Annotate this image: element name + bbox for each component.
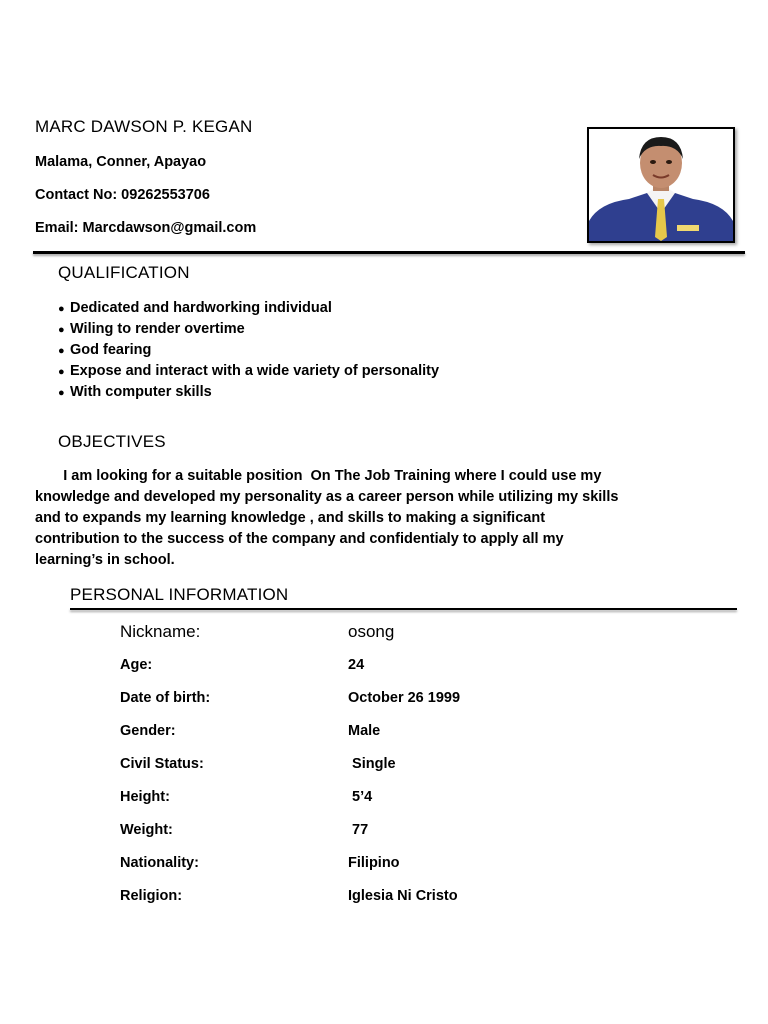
header-divider — [33, 251, 745, 254]
bullet-icon: ● — [58, 324, 65, 336]
weight-value: 77 — [348, 822, 369, 838]
bullet-icon: ● — [58, 387, 65, 399]
nickname-value: osong — [348, 622, 395, 641]
birthdate-label: Date of birth: — [120, 690, 211, 706]
birthdate-value: October 26 1999 — [348, 690, 461, 706]
objective-line: contribution to the success of the company and confidentialy to apply all my — [35, 531, 564, 547]
personal-info-title: PERSONAL INFORMATION — [70, 585, 289, 604]
list-item: ● With computer skills — [58, 382, 439, 403]
list-item: ● God fearing — [58, 340, 439, 361]
bullet-icon: ● — [58, 345, 65, 357]
objectives-title: OBJECTIVES — [58, 432, 166, 451]
objective-line: and to expands my learning knowledge , and skills to making a significant — [35, 510, 546, 526]
gender-value: Male — [348, 723, 381, 739]
applicant-name: MARC DAWSON P. KEGAN — [35, 117, 253, 136]
qualification-list — [58, 298, 439, 403]
age-value: 24 — [348, 657, 365, 673]
weight-label: Weight: — [120, 822, 173, 838]
height-label: Height: — [120, 789, 170, 805]
gender-label: Gender: — [120, 723, 176, 739]
objective-paragraph — [35, 466, 675, 571]
nationality-value: Filipino — [348, 855, 400, 871]
objective-line: knowledge and developed my personality as a career person while utilizing my skills — [35, 489, 619, 505]
bullet-icon: ● — [58, 366, 65, 378]
age-label: Age: — [120, 657, 153, 673]
address: Malama, Conner, Apayao — [35, 154, 207, 170]
religion-label: Religion: — [120, 888, 183, 904]
height-value: 5’4 — [348, 789, 373, 805]
email: Email: Marcdawson@gmail.com — [35, 220, 257, 236]
civil-status-label: Civil Status: — [120, 756, 204, 772]
objective-line: learning’s in school. — [35, 552, 175, 568]
objective-line: I am looking for a suitable position On The Job Training where I could use my — [35, 468, 602, 484]
qualification-title: QUALIFICATION — [58, 263, 190, 282]
civil-status-value: Single — [348, 756, 396, 772]
list-item: ● Expose and interact with a wide variety of personality — [58, 361, 439, 382]
list-item: ● Dedicated and hardworking individual — [58, 298, 439, 319]
profile-photo — [587, 127, 735, 243]
bullet-icon: ● — [58, 303, 65, 315]
personal-info-divider — [70, 608, 737, 610]
contact-number: Contact No: 09262553706 — [35, 187, 210, 203]
list-item: ● Wiling to render overtime — [58, 319, 439, 340]
nickname-label: Nickname: — [120, 622, 201, 641]
person-portrait-icon — [589, 129, 733, 241]
religion-value: Iglesia Ni Cristo — [348, 888, 458, 904]
nationality-label: Nationality: — [120, 855, 199, 871]
